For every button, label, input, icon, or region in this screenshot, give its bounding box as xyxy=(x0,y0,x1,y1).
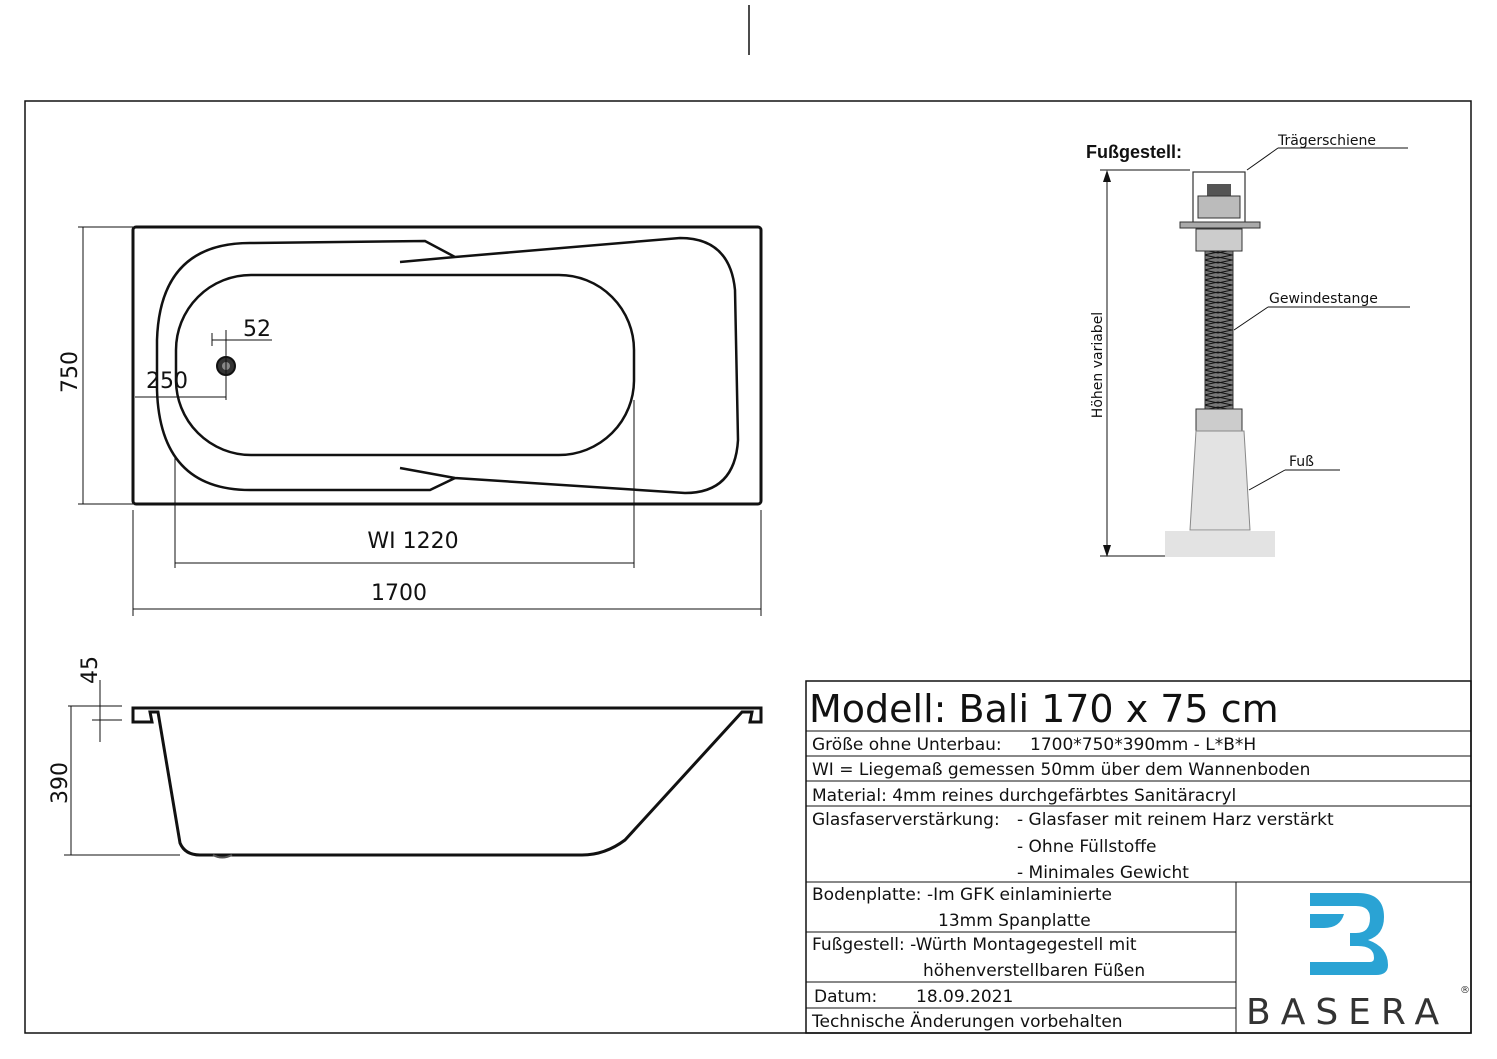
label-foot: Fuß xyxy=(1289,454,1314,470)
model-title: Modell: Bali 170 x 75 cm xyxy=(809,687,1279,731)
tub-basin xyxy=(176,275,634,455)
label-rod: Gewindestange xyxy=(1269,291,1378,307)
date-value: 18.09.2021 xyxy=(916,987,1014,1007)
tub-profile xyxy=(133,708,761,855)
dim-height-top: 750 xyxy=(58,351,83,393)
change-note: Technische Änderungen vorbehalten xyxy=(812,1012,1123,1032)
dim-rim: 45 xyxy=(78,656,103,684)
foot-detail xyxy=(1086,133,1410,557)
drawing-frame xyxy=(25,101,1471,1033)
glass-3: - Minimales Gewicht xyxy=(1017,863,1189,883)
basera-logo xyxy=(1246,893,1470,1033)
label-rail: Trägerschiene xyxy=(1278,133,1376,149)
feet-2: höhenverstellbaren Füßen xyxy=(923,961,1146,981)
threaded-rod xyxy=(1205,251,1233,411)
foot-title: Fußgestell: xyxy=(1086,142,1183,162)
wi-note: WI = Liegemaß gemessen 50mm über dem Wannenboden xyxy=(812,760,1311,780)
date-label: Datum: xyxy=(814,987,878,1007)
title-block xyxy=(806,681,1471,1033)
top-view xyxy=(58,227,761,616)
dim-drain-x: 250 xyxy=(146,369,188,394)
dim-wi: WI 1220 xyxy=(367,529,459,554)
material: Material: 4mm reines durchgefärbtes Sanitäracryl xyxy=(812,786,1237,806)
logo-registered: ® xyxy=(1460,985,1470,996)
size-value: 1700*750*390mm - L*B*H xyxy=(1030,735,1257,755)
foot xyxy=(1190,431,1250,530)
dim-height-side: 390 xyxy=(48,762,73,804)
size-label: Größe ohne Unterbau: xyxy=(812,735,1002,755)
dim-drain-d: 52 xyxy=(243,317,271,342)
logo-text: BASERA xyxy=(1246,992,1450,1033)
dim-width: 1700 xyxy=(371,581,427,606)
side-view xyxy=(48,656,761,858)
glass-2: - Ohne Füllstoffe xyxy=(1017,837,1157,857)
feet-1: Fußgestell: -Würth Montagegestell mit xyxy=(812,935,1137,955)
base-1: Bodenplatte: -Im GFK einlaminierte xyxy=(812,885,1113,905)
base-2: 13mm Spanplatte xyxy=(938,911,1091,931)
glass-1: - Glasfaser mit reinem Harz verstärkt xyxy=(1017,810,1334,830)
foot-base xyxy=(1165,531,1275,557)
label-height: Höhen variabel xyxy=(1090,311,1106,419)
glass-label: Glasfaserverstärkung: xyxy=(812,810,1000,830)
logo-mark xyxy=(1310,893,1388,975)
